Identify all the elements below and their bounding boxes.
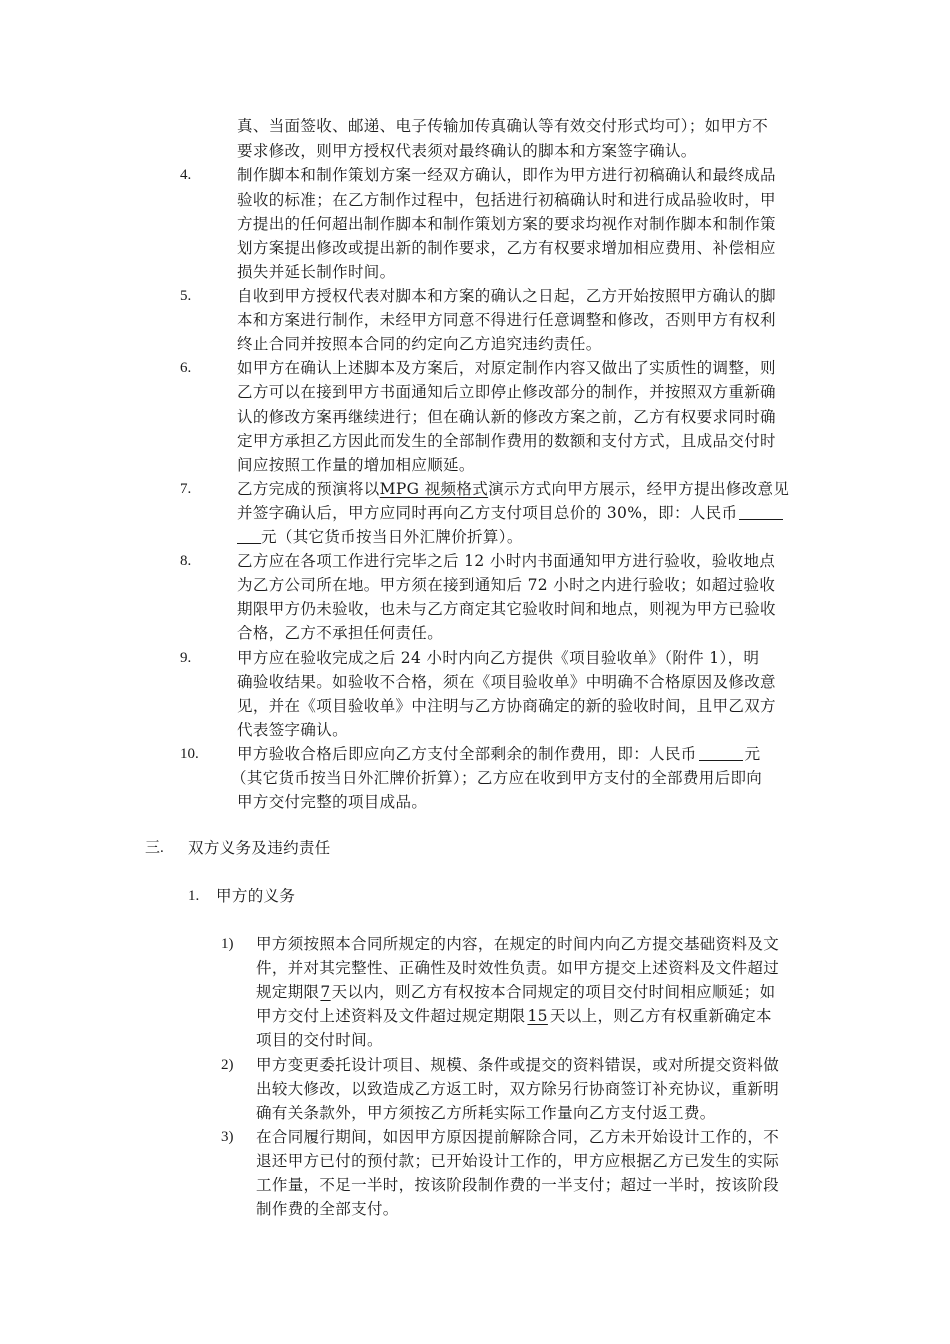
item-number: 4. bbox=[180, 167, 192, 183]
subsection-title: 甲方的义务 bbox=[216, 887, 296, 905]
section-title: 双方义务及违约责任 bbox=[188, 839, 331, 857]
text-segment: 并签字确认后，甲方应同时再向乙方支付项目总价的 30%，即：人民币 bbox=[237, 504, 738, 522]
obligation-number: 2) bbox=[221, 1057, 234, 1073]
paragraph-line: 在合同履行期间，如因甲方原因提前解除合同，乙方未开始设计工作的，不 bbox=[256, 1128, 780, 1146]
subsection-number: 1. bbox=[188, 888, 200, 904]
paragraph-line: 合格，乙方不承担任何责任。 bbox=[237, 624, 444, 642]
paragraph-line bbox=[237, 525, 523, 549]
paragraph-line: 期限甲方仍未验收，也未与乙方商定其它验收时间和地点，则视为甲方已验收 bbox=[237, 600, 776, 618]
paragraph-line bbox=[237, 501, 783, 525]
paragraph-line: 退还甲方已付的预付款；已开始设计工作的，甲方应根据乙方已发生的实际 bbox=[256, 1152, 780, 1170]
item-number: 6. bbox=[180, 360, 192, 376]
paragraph-line: （其它货币按当日外汇牌价折算）；乙方应在收到甲方支付的全部费用后即向 bbox=[231, 769, 763, 787]
text-segment: 元（其它货币按当日外汇牌价折算）。 bbox=[261, 528, 523, 546]
paragraph-line: 确有关条款外，甲方须按乙方所耗实际工作量向乙方支付返工费。 bbox=[256, 1104, 716, 1122]
text-segment: 甲方验收合格后即应向乙方支付全部剩余的制作费用，即：人民币 bbox=[237, 745, 697, 763]
paragraph-line: 终止合同并按照本合同的约定向乙方追究违约责任。 bbox=[237, 335, 602, 353]
paragraph-line: 确验收结果。如验收不合格，须在《项目验收单》中明确不合格原因及修改意 bbox=[237, 673, 776, 691]
paragraph-line bbox=[237, 742, 761, 766]
paragraph-line: 自收到甲方授权代表对脚本和方案的确认之日起，乙方开始按照甲方确认的脚 bbox=[237, 287, 776, 305]
item-number: 7. bbox=[180, 481, 192, 497]
paragraph-line: 本和方案进行制作，未经甲方同意不得进行任意调整和修改，否则甲方有权利 bbox=[237, 311, 776, 329]
paragraph-line: 损失并延长制作时间。 bbox=[237, 263, 396, 281]
text-segment: 甲方交付上述资料及文件超过规定期限 bbox=[256, 1007, 526, 1025]
days-value-underlined: 15 bbox=[527, 1007, 548, 1025]
paragraph-line: 出较大修改，以致造成乙方返工时，双方除另行协商签订补充协议，重新明 bbox=[256, 1080, 780, 1098]
paragraph-line: 方提出的任何超出制作脚本和制作策划方案的要求均视作对制作脚本和制作策 bbox=[237, 215, 776, 233]
paragraph-line: 见，并在《项目验收单》中注明与乙方协商确定的新的验收时间，且甲乙双方 bbox=[237, 697, 776, 715]
paragraph-line: 要求修改，则甲方授权代表须对最终确认的脚本和方案签字确认。 bbox=[237, 142, 697, 160]
amount-blank bbox=[739, 503, 783, 520]
paragraph-line: 定甲方承担乙方因此而发生的全部制作费用的数额和支付方式，且成品交付时 bbox=[237, 432, 776, 450]
item-number: 8. bbox=[180, 553, 192, 569]
item-number: 10. bbox=[180, 746, 199, 762]
paragraph-line bbox=[256, 980, 775, 1004]
paragraph-line: 甲方交付完整的项目成品。 bbox=[237, 793, 428, 811]
obligation-number: 3) bbox=[221, 1129, 234, 1145]
obligation-number: 1) bbox=[221, 936, 234, 952]
paragraph-line: 为乙方公司所在地。甲方须在接到通知后 72 小时之内进行验收；如超过验收 bbox=[237, 576, 776, 594]
text-segment: 元 bbox=[744, 745, 761, 763]
text-segment: 乙方完成的预演将以 bbox=[237, 480, 380, 498]
text-segment: 天以内，则乙方有权按本合同规定的项目交付时间相应顺延；如 bbox=[331, 983, 776, 1001]
paragraph-line: 间应按照工作量的增加相应顺延。 bbox=[237, 456, 475, 474]
amount-blank bbox=[237, 527, 261, 544]
paragraph-line bbox=[256, 1004, 772, 1028]
text-segment: 天以上，则乙方有权重新确定本 bbox=[549, 1007, 772, 1025]
item-number: 9. bbox=[180, 650, 192, 666]
paragraph-line: 甲方变更委托设计项目、规模、条件或提交的资料错误，或对所提交资料做 bbox=[256, 1056, 780, 1074]
paragraph-line bbox=[237, 477, 789, 501]
paragraph-line: 如甲方在确认上述脚本及方案后，对原定制作内容又做出了实质性的调整，则 bbox=[237, 359, 776, 377]
paragraph-line: 甲方须按照本合同所规定的内容，在规定的时间内向乙方提交基础资料及文 bbox=[256, 935, 780, 953]
paragraph-line: 制作费的全部支付。 bbox=[256, 1200, 399, 1218]
days-value-underlined: 7 bbox=[320, 983, 331, 1001]
paragraph-line: 项目的交付时间。 bbox=[256, 1031, 383, 1049]
item-number: 5. bbox=[180, 288, 192, 304]
paragraph-line: 件，并对其完整性、正确性及时效性负责。如甲方提交上述资料及文件超过 bbox=[256, 959, 780, 977]
paragraph-line: 认的修改方案再继续进行；但在确认新的修改方案之前，乙方有权要求同时确 bbox=[237, 408, 776, 426]
video-format-underlined: MPG 视频格式 bbox=[379, 480, 489, 498]
text-segment: 演示方式向甲方展示，经甲方提出修改意见 bbox=[488, 480, 790, 498]
paragraph-line: 乙方可以在接到甲方书面通知后立即停止修改部分的制作，并按照双方重新确 bbox=[237, 383, 776, 401]
paragraph-line: 乙方应在各项工作进行完毕之后 12 小时内书面通知甲方进行验收，验收地点 bbox=[237, 552, 776, 570]
amount-blank bbox=[699, 744, 743, 761]
text-segment: 规定期限 bbox=[256, 983, 320, 1001]
paragraph-line: 代表签字确认。 bbox=[237, 721, 348, 739]
paragraph-line: 真、当面签收、邮递、电子传输加传真确认等有效交付形式均可）；如甲方不 bbox=[237, 117, 769, 135]
section-number: 三. bbox=[145, 840, 164, 856]
paragraph-line: 制作脚本和制作策划方案一经双方确认，即作为甲方进行初稿确认和最终成品 bbox=[237, 166, 776, 184]
paragraph-line: 甲方应在验收完成之后 24 小时内向乙方提供《项目验收单》（附件 1），明 bbox=[237, 649, 760, 667]
paragraph-line: 验收的标准；在乙方制作过程中，包括进行初稿确认时和进行成品验收时，甲 bbox=[237, 191, 776, 209]
paragraph-line: 划方案提出修改或提出新的制作要求，乙方有权要求增加相应费用、补偿相应 bbox=[237, 239, 776, 257]
paragraph-line: 工作量，不足一半时，按该阶段制作费的一半支付；超过一半时，按该阶段 bbox=[256, 1176, 780, 1194]
